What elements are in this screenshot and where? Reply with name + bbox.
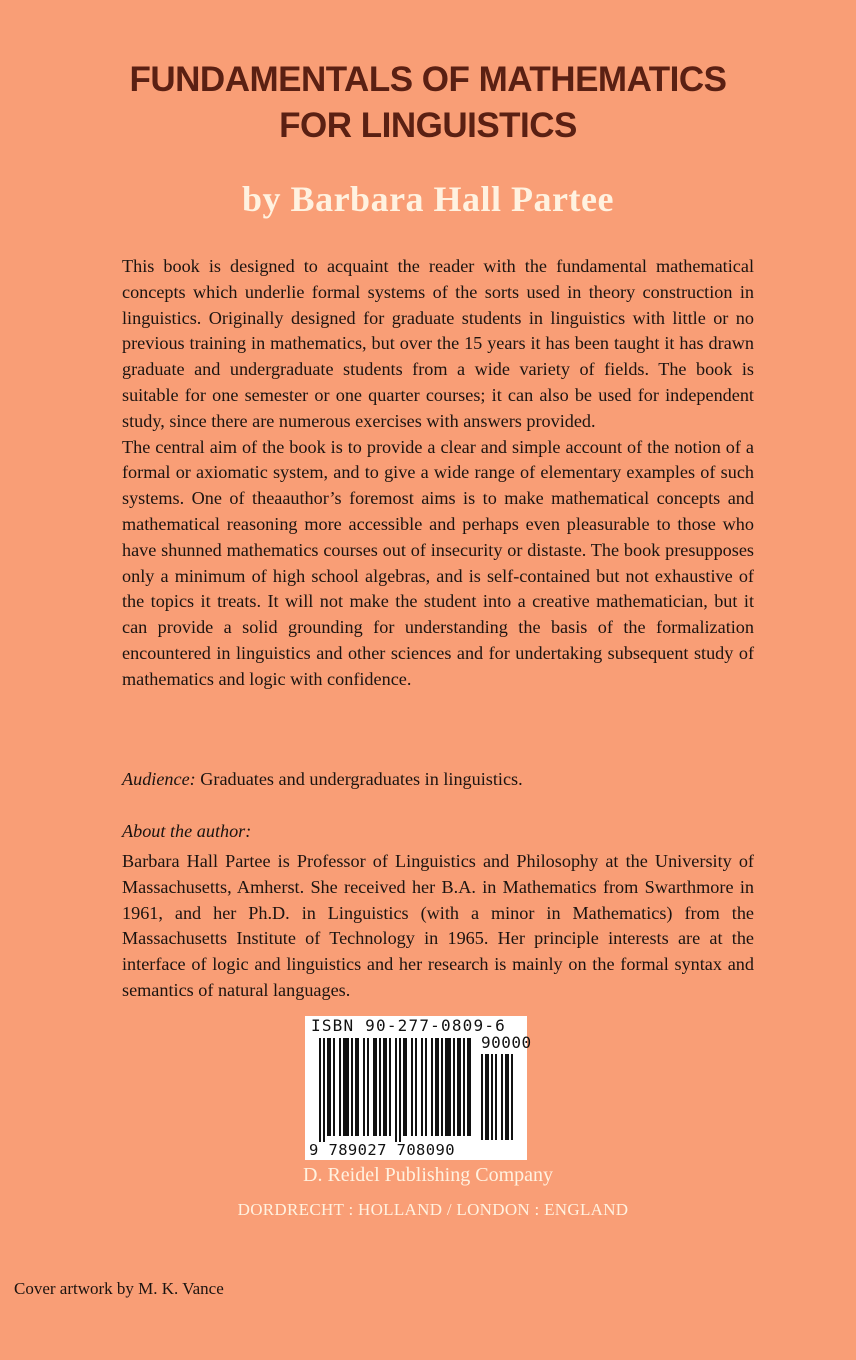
audience-text: Graduates and undergraduates in linguistics.: [195, 769, 523, 789]
book-title-line-1: FUNDAMENTALS OF MATHEMATICS: [129, 60, 727, 99]
publisher-name: D. Reidel Publishing Company: [303, 1164, 553, 1186]
isbn-barcode: [305, 1016, 532, 1160]
isbn-number: ISBN 90-277-0809-6: [311, 1016, 506, 1035]
ean-bars: [319, 1038, 473, 1144]
about-author-label: About the author:: [122, 821, 252, 841]
blurb-paragraph-aim: The central aim of the book is to provide a clear and simple account of the notion of a formal or axiomatic system, and to give a wide range of elementary examples of such systems. One of theaauthor’s foremost aims is to make mathematical concepts and mathematical reasoning more accessible and perhaps even pleasurable to those who have shunned mathematics courses out of insecurity or distaste. The book presupposes only a minimum of high school algebras, and is self-contained but not exhaustive of the topics it treats. It will not make the student into a creative mathematician, but it can provide a solid grounding for understanding the basis of the formalization encountered in linguistics and other sciences and for undertaking subsequent study of mathematics and logic with confidence.: [122, 436, 754, 689]
book-title-line-2: FOR LINGUISTICS: [279, 106, 577, 145]
cover-artwork-credit: Cover artwork by M. K. Vance: [14, 1279, 224, 1298]
audience-label: Audience:: [122, 769, 196, 789]
blurb-paragraph-description: This book is designed to acquaint the reader with the fundamental mathematical concepts which underlie formal systems of the sorts used in theory construction in linguistics. Originally designed for graduate students in linguistics with little or no previous training in mathematics, but over the 15 years it has been taught it has drawn graduate and undergraduate students from a wide variety of fields. The book is suitable for one semester or one quarter courses; it can also be used for independent study, since there are numerous exercises with answers provided.: [122, 256, 754, 431]
about-author-text: Barbara Hall Partee is Professor of Linguistics and Philosophy at the University of Massachusetts, Amherst. She received her B.A. in Mathematics from Swarthmore in 1961, and her Ph.D. in Linguistics (with a minor in Mathematics) from the Massachusetts Institute of Technology in 1965. Her principle interests are at the interface of logic and linguistics and her research is mainly on the formal syntax and semantics of natural languages.: [122, 851, 754, 1000]
blurb: [122, 254, 754, 693]
ean-number: 9 789027 708090: [309, 1141, 455, 1159]
publisher-location: DORDRECHT : HOLLAND / LONDON : ENGLAND: [237, 1200, 629, 1219]
audience-line: [122, 767, 754, 793]
addon-bars: [481, 1054, 521, 1140]
author-byline: by Barbara Hall Partee: [242, 179, 614, 219]
price-addon-number: 90000: [481, 1033, 532, 1052]
